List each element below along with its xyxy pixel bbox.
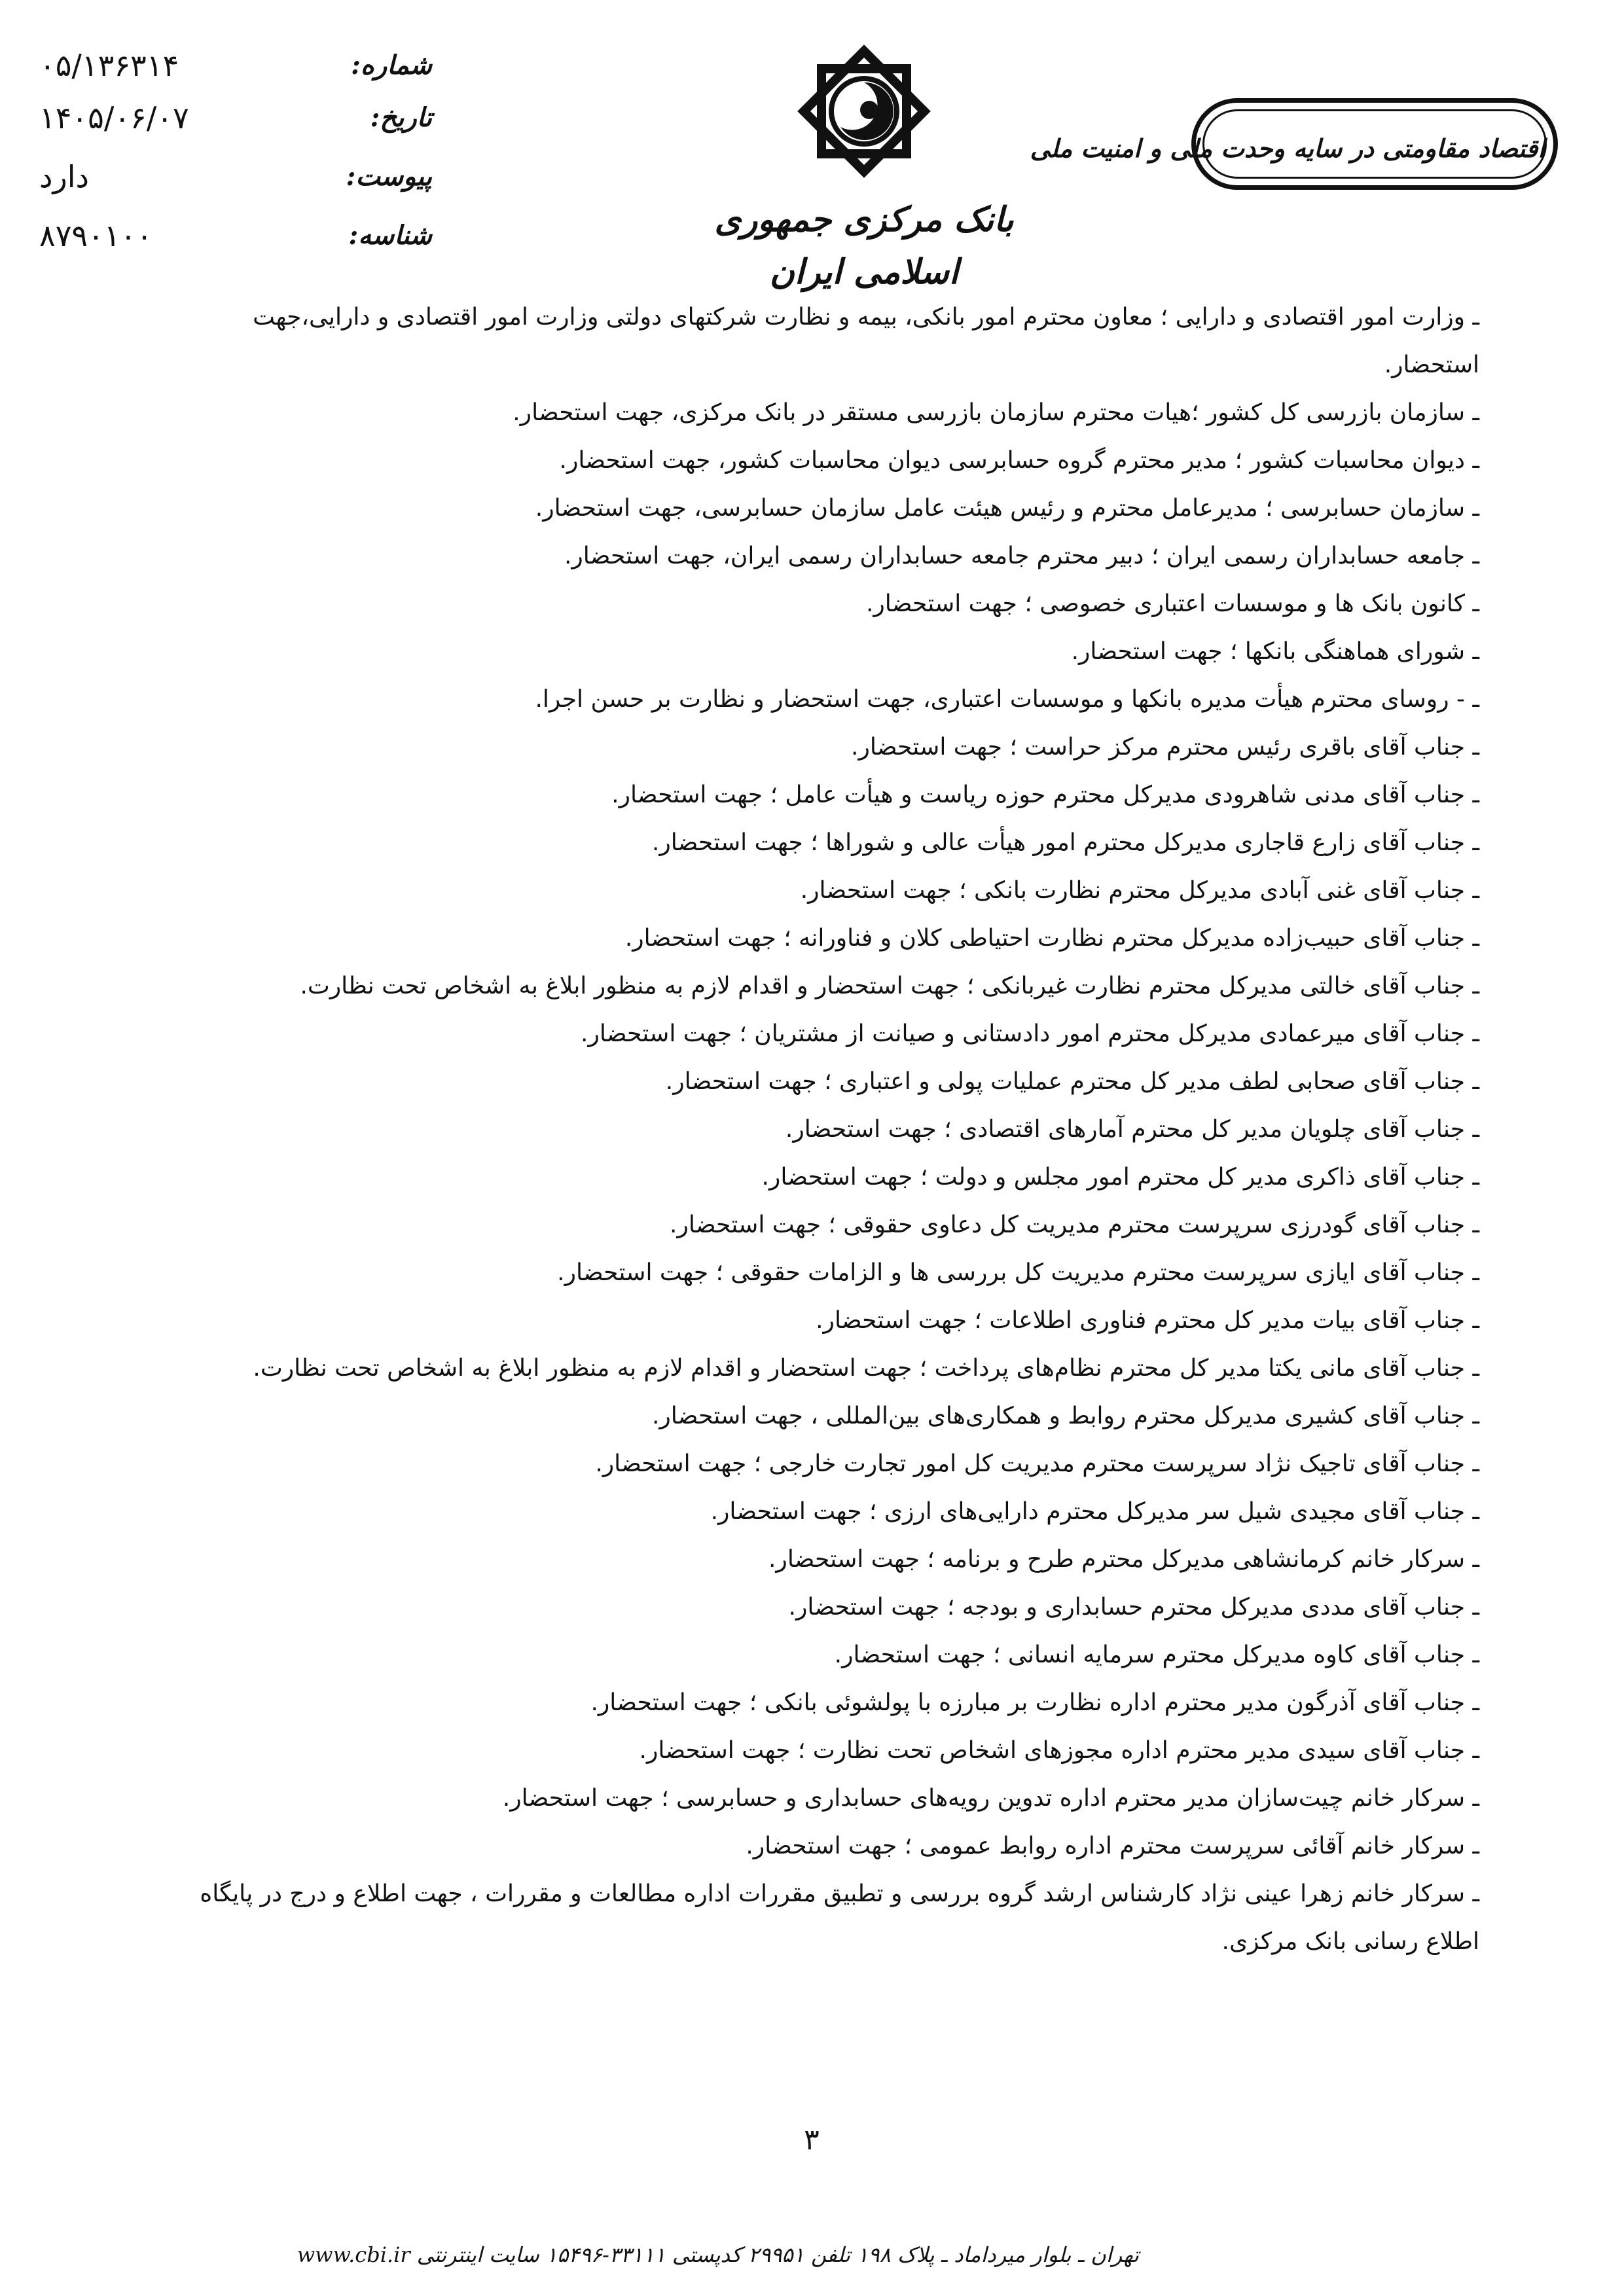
list-item: ـ وزارت امور اقتصادی و دارایی ؛ معاون محترم امور بانکی، بیمه و نظارت شرکتهای دولتی وزارت امور اقتصادی و دارایی،جهت استحضار. bbox=[253, 304, 1479, 378]
letter-date: ۱۴۰۵/۰۶/۰۷ bbox=[39, 100, 189, 135]
list-item: ـ شورای هماهنگی بانکها ؛ جهت استحضار. bbox=[1071, 638, 1479, 665]
meta-row-date bbox=[39, 92, 432, 144]
central-bank-logo bbox=[681, 39, 1047, 292]
list-item: ـ سرکار خانم چیت‌سازان مدیر محترم اداره تدوین رویه‌های حسابداری و حسابرسی ؛ جهت استحضار. bbox=[502, 1785, 1479, 1812]
letter-id: ۸۷۹۰۱۰۰ bbox=[39, 218, 153, 253]
list-item: ـ جناب آقای زارع قاجاری مدیرکل محترم امور هیأت عالی و شوراها ؛ جهت استحضار. bbox=[651, 829, 1479, 856]
meta-row-number bbox=[39, 39, 432, 92]
list-item: ـ جناب آقای حبیب‌زاده مدیرکل محترم نظارت احتیاطی کلان و فناورانه ؛ جهت استحضار. bbox=[624, 925, 1479, 952]
list-item: ـ جناب آقای تاجیک نژاد سرپرست محترم مدیریت کل امور تجارت خارجی ؛ جهت استحضار. bbox=[595, 1450, 1479, 1477]
meta-row-attachment bbox=[39, 151, 432, 203]
list-item: ـ سازمان حسابرسی ؛ مدیرعامل محترم و رئیس هیئت عامل سازمان حسابرسی، جهت استحضار. bbox=[535, 495, 1479, 522]
list-item: ـ جناب آقای ذاکری مدیر کل محترم امور مجلس و دولت ؛ جهت استحضار. bbox=[761, 1164, 1479, 1191]
list-item: ـ جناب آقای گودرزی سرپرست محترم مدیریت کل دعاوی حقوقی ؛ جهت استحضار. bbox=[670, 1211, 1479, 1238]
slogan-text: اقتصاد مقاومتی در سایه وحدت ملی و امنیت ملی bbox=[1030, 134, 1545, 163]
list-item: ـ جناب آقای باقری رئیس محترم مرکز حراست ؛ جهت استحضار. bbox=[851, 734, 1479, 761]
list-item: ـ جناب آقای مانی یکتا مدیر کل محترم نظام‌های پرداخت ؛ جهت استحضار و اقدام لازم به منظور ابلاغ به اشخاص تحت نظارت. bbox=[253, 1355, 1479, 1382]
bank-emblem-icon bbox=[792, 39, 936, 183]
recipients-list bbox=[183, 293, 1479, 1965]
list-item: ـ دیوان محاسبات کشور ؛ مدیر محترم گروه حسابرسی دیوان محاسبات کشور، جهت استحضار. bbox=[559, 447, 1479, 474]
letter-attachment: دارد bbox=[39, 159, 89, 194]
page-number: ۳ bbox=[804, 2123, 820, 2157]
list-item: ـ جامعه حسابداران رسمی ایران ؛ دبیر محترم جامعه حسابداران رسمی ایران، جهت استحضار. bbox=[564, 543, 1479, 569]
list-item: ـ سرکار خانم زهرا عینی نژاد کارشناس ارشد گروه بررسی و تطبیق مقررات اداره مطالعات و مقررات ، جهت اطلاع و درج در پایگاه اطلاع رسانی بانک مرکزی. bbox=[200, 1880, 1479, 1955]
list-item: ـ جناب آقای بیات مدیر کل محترم فناوری اطلاعات ؛ جهت استحضار. bbox=[816, 1307, 1479, 1334]
footer-address: تهران ـ بلوار میرداماد ـ پلاک ۱۹۸ تلفن ۲۹۹۵۱ کدپستی ۳۳۱۱۱-۱۵۴۹۶ سایت اینترنتی www.cbi.ir bbox=[297, 2242, 1139, 2267]
meta-row-id bbox=[39, 209, 432, 262]
letter-attachment-label: پیوست: bbox=[346, 161, 432, 192]
list-item: ـ جناب آقای ایازی سرپرست محترم مدیریت کل بررسی ها و الزامات حقوقی ؛ جهت استحضار. bbox=[557, 1259, 1479, 1286]
list-item: ـ کانون بانک ها و موسسات اعتباری خصوصی ؛ جهت استحضار. bbox=[865, 590, 1479, 617]
list-item: ـ جناب آقای غنی آبادی مدیرکل محترم نظارت بانکی ؛ جهت استحضار. bbox=[800, 877, 1479, 904]
list-item: ـ سرکار خانم کرمانشاهی مدیرکل محترم طرح و برنامه ؛ جهت استحضار. bbox=[768, 1546, 1479, 1573]
list-item: ـ جناب آقای کشیری مدیرکل محترم روابط و همکاری‌های بین‌المللی ، جهت استحضار. bbox=[651, 1403, 1479, 1429]
slogan-banner bbox=[1030, 98, 1558, 190]
list-item: ـ جناب آقای خالتی مدیرکل محترم نظارت غیربانکی ؛ جهت استحضار و اقدام لازم به منظور ابلاغ به اشخاص تحت نظارت. bbox=[300, 973, 1479, 999]
list-item: ـ جناب آقای چلویان مدیر کل محترم آمارهای اقتصادی ؛ جهت استحضار. bbox=[785, 1116, 1479, 1143]
list-item: ـ جناب آقای سیدی مدیر محترم اداره مجوزهای اشخاص تحت نظارت ؛ جهت استحضار. bbox=[639, 1737, 1479, 1764]
list-item: ـ جناب آقای صحابی لطف مدیر کل محترم عملیات پولی و اعتباری ؛ جهت استحضار. bbox=[665, 1068, 1479, 1095]
list-item: ـ جناب آقای مجیدی شیل سر مدیرکل محترم دارایی‌های ارزی ؛ جهت استحضار. bbox=[710, 1498, 1479, 1525]
list-item: ـ - روسای محترم هیأت مدیره بانکها و موسسات اعتباری، جهت استحضار و نظارت بر حسن اجرا. bbox=[535, 686, 1479, 713]
letter-number: ۰۵/۱۳۶۳۱۴ bbox=[39, 48, 179, 83]
letter-id-label: شناسه: bbox=[348, 220, 432, 251]
letter-date-label: تاریخ: bbox=[370, 102, 432, 133]
bank-name: بانک مرکزی جمهوری اسلامی ایران bbox=[714, 200, 1014, 292]
letter-number-label: شماره: bbox=[351, 50, 432, 81]
slogan-inner-border bbox=[1030, 109, 1547, 179]
list-item: ـ جناب آقای آذرگون مدیر محترم اداره نظارت بر مبارزه با پولشوئی بانکی ؛ جهت استحضار. bbox=[590, 1689, 1479, 1716]
list-item: ـ جناب آقای مددی مدیرکل محترم حسابداری و بودجه ؛ جهت استحضار. bbox=[788, 1594, 1479, 1621]
list-item: ـ جناب آقای مدنی شاهرودی مدیرکل محترم حوزه ریاست و هیأت عامل ؛ جهت استحضار. bbox=[611, 781, 1479, 808]
list-item: ـ جناب آقای کاوه مدیرکل محترم سرمایه انسانی ؛ جهت استحضار. bbox=[834, 1641, 1479, 1668]
list-item: ـ سازمان بازرسی کل کشور ؛هیات محترم سازمان بازرسی مستقر در بانک مرکزی، جهت استحضار. bbox=[513, 399, 1479, 426]
list-item: ـ سرکار خانم آقائی سرپرست محترم اداره روابط عمومی ؛ جهت استحضار. bbox=[746, 1833, 1479, 1859]
list-item: ـ جناب آقای میرعمادی مدیرکل محترم امور دادستانی و صیانت از مشتریان ؛ جهت استحضار. bbox=[581, 1020, 1479, 1047]
letter-meta bbox=[39, 39, 432, 275]
